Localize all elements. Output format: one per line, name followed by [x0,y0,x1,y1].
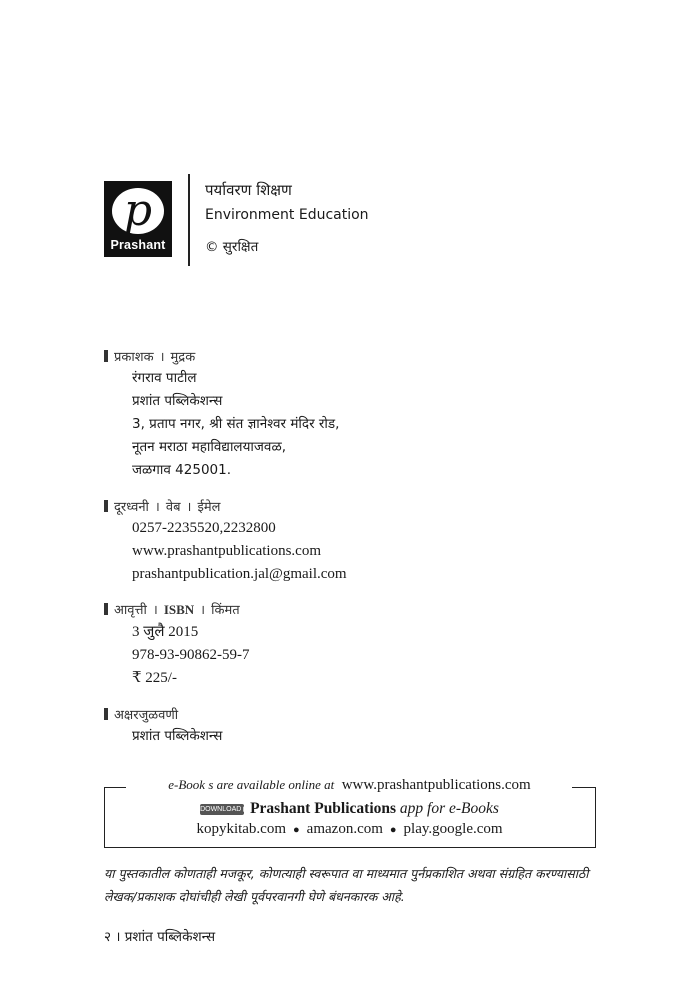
section-bar [104,603,108,615]
contact-heading: दूरध्वनी । वेब । ईमेल [104,497,220,515]
phone-number: 0257-2235520,2232800 [132,520,276,536]
page-footer: २ । प्रशांत पब्लिकेशन्स [104,929,216,945]
typesetting-heading: अक्षरजुळवणी [104,705,178,723]
edition-date: 3 जुलै 2015 [132,624,199,640]
copyright-notice: © सुरक्षित [205,239,259,255]
publisher-heading: प्रकाशक । मुद्रक [104,347,195,365]
logo-text: Prashant [110,238,166,252]
ebooks-url[interactable]: www.prashantpublications.com [341,777,531,793]
publisher-logo [104,181,172,257]
logo-glyph: p [123,185,153,236]
copyright-legal-notice: या पुस्तकातील कोणताही मजकूर, कोणत्याही स्वरूपात वा माध्यमात पुर्नप्रकाशित अथवा संग्रहित करण्यासाठी लेखक/प्रकाशक दोघांचीही लेखी पूर्वपरवानगी घेणे बंधनकारक आहे. [104,866,589,904]
store-link[interactable]: amazon.com [306,821,383,837]
section-bar [104,500,108,512]
footer-publisher: प्रशांत पब्लिकेशन्स [124,929,216,945]
title-divider [188,174,190,266]
ebooks-stores [104,821,595,838]
isbn-number: 978-93-90862-59-7 [132,647,250,663]
section-bar [104,350,108,362]
bullet-icon: ● [389,824,397,836]
book-title-english: Environment Education [205,207,369,223]
publisher-line: नूतन मराठा महाविद्यालयाजवळ, [132,439,286,455]
app-name: Prashant Publications [250,800,397,817]
edition-heading: आवृत्ती । ISBN । किंमत [104,600,240,618]
book-title-marathi: पर्यावरण शिक्षण [205,181,292,199]
download-badge-icon[interactable]: DOWNLOAD ▶ [200,806,249,813]
typesetter-name: प्रशांत पब्लिकेशन्स [132,728,223,744]
publisher-line: रंगराव पाटील [132,370,197,386]
store-link[interactable]: kopykitab.com [196,821,287,837]
bullet-icon: ● [293,824,300,836]
website-link[interactable]: www.prashantpublications.com [132,543,321,559]
store-link[interactable]: play.google.com [403,821,503,837]
logo-mark [112,185,164,236]
section-bar [104,708,108,720]
book-price: ₹ 225/- [132,670,177,686]
page-number: २ [104,929,112,945]
ebooks-app-line: DOWNLOAD ▶Prashant Publications app for e-Books [200,800,499,817]
publisher-line: प्रशांत पब्लिकेशन्स [132,393,223,409]
ebooks-availability: e-Book s are available online at www.prashantpublications.com [168,777,531,793]
email-link[interactable]: prashantpublication.jal@gmail.com [132,566,347,582]
publisher-line: 3, प्रताप नगर, श्री संत ज्ञानेश्वर मंदिर रोड, [132,416,340,432]
publisher-line: जळगाव 425001. [132,462,231,478]
